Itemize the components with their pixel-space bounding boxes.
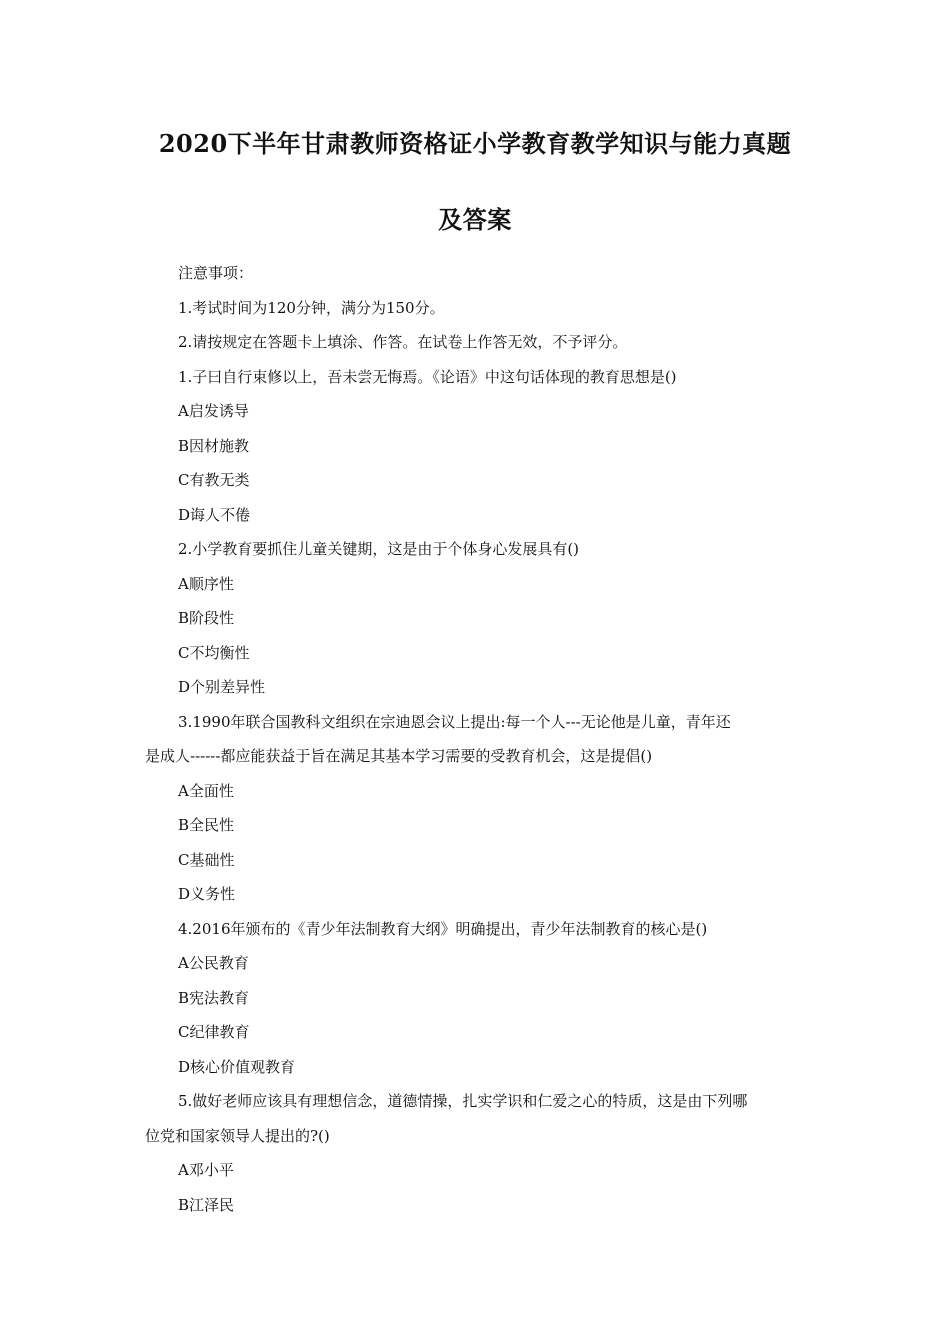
question-option: C纪律教育 <box>178 1023 250 1041</box>
question-option: A公民教育 <box>178 954 249 972</box>
notice-item: 2.请按规定在答题卡上填涂、作答。在试卷上作答无效，不予评分。 <box>178 333 628 351</box>
notice-heading: 注意事项： <box>178 264 254 282</box>
question-stem: 1.子曰自行束修以上，吾未尝无悔焉。《论语》中这句话体现的教育思想是() <box>178 367 677 386</box>
question-stem-line1: 3.1990年联合国教科文组织在宗迪恩会议上提出:每一个人---无论他是儿童，青年还 <box>178 712 731 731</box>
question-option: D个别差异性 <box>178 678 266 696</box>
question-stem-line1: 5.做好老师应该具有理想信念，道德情操，扎实学识和仁爱之心的特质，这是由下列哪 <box>178 1092 748 1110</box>
question-option: A启发诱导 <box>178 402 249 420</box>
question-option: B宪法教育 <box>178 988 250 1007</box>
document-body <box>145 256 810 1222</box>
question-option: C有教无类 <box>178 471 250 489</box>
question-option: C基础性 <box>178 850 235 869</box>
question-stem: 2.小学教育要抓住儿童关键期，这是由于个体身心发展具有() <box>178 540 580 558</box>
question-option: D核心价值观教育 <box>178 1057 296 1076</box>
document-title-line2: 及答案 <box>438 205 512 234</box>
document-title-line1: 2020下半年甘肃教师资格证小学教育教学知识与能力真题 <box>158 129 792 158</box>
question-option: A全面性 <box>178 781 234 800</box>
question-option: C不均衡性 <box>178 643 250 662</box>
question-option: B阶段性 <box>178 609 235 627</box>
question-option: B江泽民 <box>178 1195 235 1214</box>
question-option: A邓小平 <box>178 1161 234 1179</box>
question-option: B因材施教 <box>178 436 250 455</box>
question-option: A顺序性 <box>178 574 234 593</box>
question-option: B全民性 <box>178 816 235 834</box>
question-stem-line2: 位党和国家领导人提出的?() <box>145 1126 330 1145</box>
question-option: D义务性 <box>178 885 236 903</box>
notice-item: 1.考试时间为120分钟，满分为150分。 <box>178 298 445 317</box>
question-stem: 4.2016年颁布的《青少年法制教育大纲》明确提出，青少年法制教育的核心是() <box>178 919 708 938</box>
question-stem-line2: 是成人------都应能获益于旨在满足其基本学习需要的受教育机会，这是提倡() <box>145 747 653 765</box>
question-option: D诲人不倦 <box>178 505 251 524</box>
